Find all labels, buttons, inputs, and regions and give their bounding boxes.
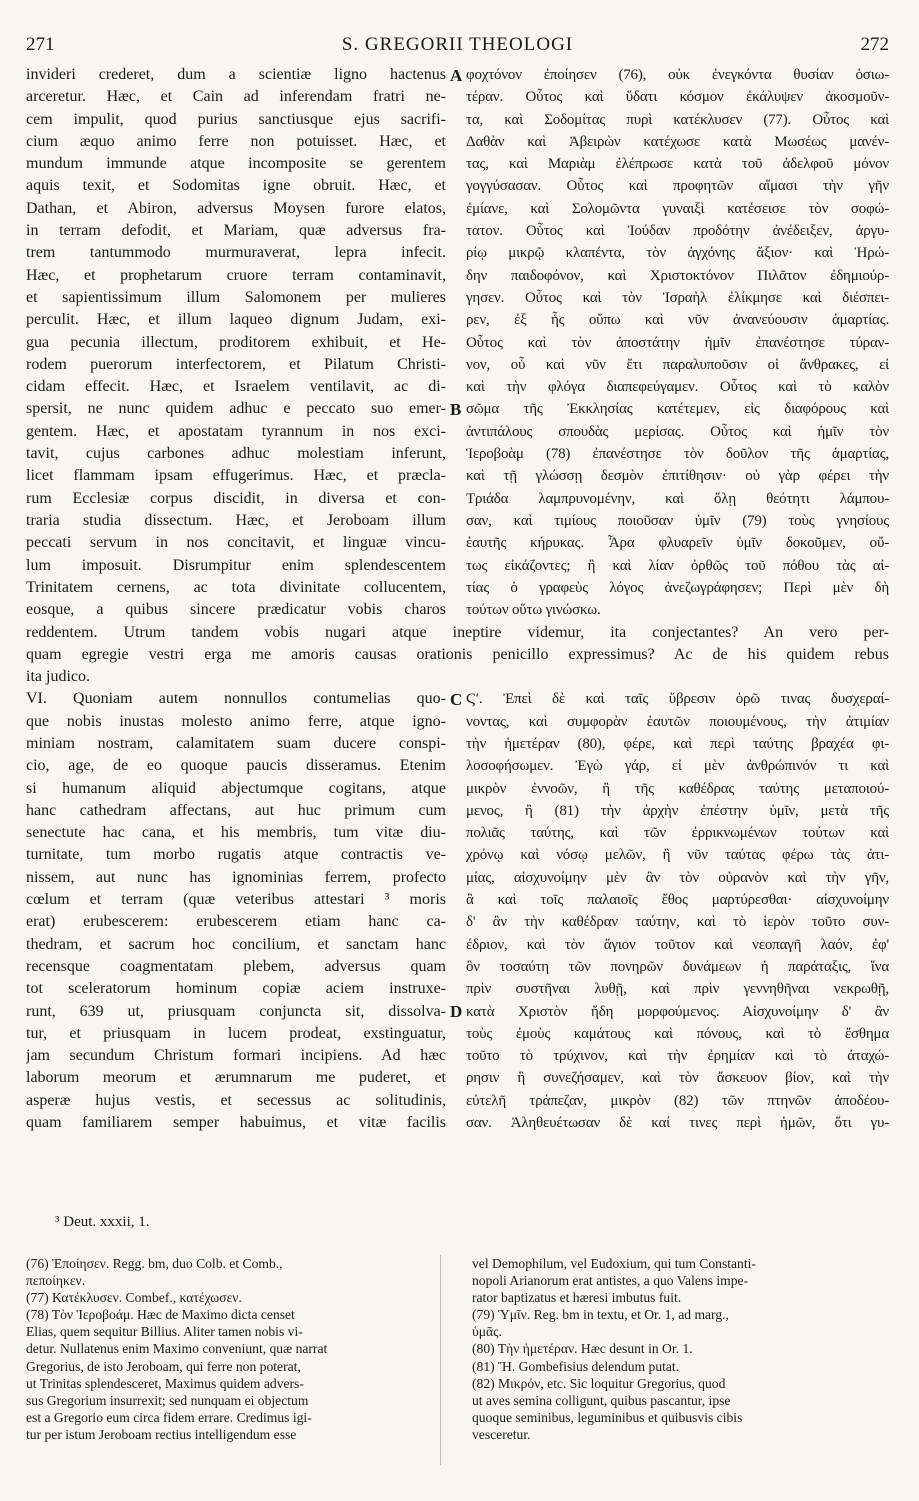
text-line: reddentem. Utrum tandem vobis nugari atque ineptire videmur, ita conjectantes? An vero per- — [26, 623, 889, 641]
text-line: quoque seminibus, leguminibus et quibusvis cibis — [472, 1409, 743, 1425]
text-line: (81) Ἤ. Gombefisius delendum putat. — [472, 1358, 680, 1374]
text-line: arceretur. Hæc, et Cain ad inferendam fratri ne- — [26, 88, 446, 106]
text-line: licet flammam ipsam effugerimus. Hæc, et præcla- — [26, 467, 446, 485]
text-line: Ϛʹ. Ἐπεὶ δὲ καὶ ταῖς ὕβρεσιν ὁρῶ τινας δυσχεραί- — [466, 691, 889, 708]
text-line: aquis texit, et Sodomitas igne obruit. Hæc, et — [26, 177, 446, 195]
latin-full-width — [26, 622, 889, 689]
text-line: miniam nostram, calamitatem suam ducere conspi- — [26, 734, 446, 752]
text-line: eosque, a quibus sincere prædicatur vobis charos — [26, 601, 446, 619]
text-line: καὶ τὴν φλόγα διαπεφεύγαμεν. Οὗτος καὶ τὸ καλὸν — [466, 379, 889, 396]
margin-mark-a: A — [450, 66, 463, 85]
text-line: ut Trinitas splendesceret, Maximus quidem advers- — [26, 1375, 304, 1391]
text-line: si humanum aliquid abjectumque cogitans, atque — [26, 779, 446, 797]
text-line: δ' ἂν τὴν καθέδραν ταύτην, καὶ τὸ ἱερὸν τοῦτο συν- — [466, 914, 889, 931]
text-line: σῶμα τῆς Ἐκκλησίας κατέτεμεν, εἰς διαφόρους καὶ — [466, 401, 889, 418]
text-line: Gregorius, de isto Jeroboam, qui ferre non poterat, — [26, 1358, 301, 1374]
text-line: et sapientissimum illum Salomonem per mulieres — [26, 288, 446, 306]
text-line: VI. Quoniam autem nonnullos contumelias quo- — [26, 690, 446, 708]
text-line: erat) erubescerem: erubescerem etiam hanc ca- — [26, 913, 446, 931]
text-line: (76) Ἐποίησεν. Regg. bm, duo Colb. et Comb., — [26, 1256, 283, 1271]
text-line: Οὗτος καὶ τὸν ἀποστάτην ἡμῖν ἐπανέστησε τύραν- — [466, 334, 889, 351]
text-line: κατὰ Χριστὸν ἤδη μορφούμενος. Αἰσχυνοίμην δ' ἂν — [466, 1003, 889, 1020]
text-line: τας, καὶ Μαριὰμ ἐλέπρωσε κατὰ τοῦ ἀδελφοῦ μόνον — [466, 156, 889, 173]
text-line: μίας, αἰσχυνοίμην μὲν ἂν τὸν οὐρανὸν καὶ τὴν γῆν, — [466, 869, 889, 886]
greek-column-top — [466, 64, 889, 621]
text-line: τίας ὁ γραφεὺς λόγος ἀνεζωγράφησεν; Περὶ μὲν δὴ — [466, 579, 889, 596]
text-line: perculit. Hæc, et illum laqueo dignum Judam, exi- — [26, 311, 446, 329]
text-line: ἐμίανε, καὶ Σολομῶντα γυναιξὶ κατέσεισε τὸν σοφώ- — [466, 200, 889, 217]
text-line: est a Gregorio eum circa fidem errare. Credimus igi- — [26, 1409, 312, 1425]
text-line: detur. Nullatenus enim Maximo conveniunt, quæ narrat — [26, 1341, 328, 1357]
notes-divider — [440, 1255, 441, 1465]
text-line: spersit, ne nunc quidem adhuc e peccato suo emer- — [26, 400, 446, 418]
text-line: ὑμᾶς. — [472, 1324, 502, 1340]
text-line: rodem puerorum interfectorem, et Pilatum Christi- — [26, 355, 446, 373]
text-line: τοὺς ἐμοὺς καμάτους καὶ πόνους, καὶ τὸ ἔσθημα — [466, 1025, 889, 1042]
text-line: nissem, aut nunc has ignominias ferrem, profecto — [26, 868, 446, 886]
page-number-left: 271 — [26, 34, 55, 55]
text-line: hanc cathedram affectans, aut huc primum cum — [26, 801, 446, 819]
text-line: vesceretur. — [472, 1426, 531, 1442]
text-line: cidam effecit. Hæc, et Israelem ventilavit, ac di- — [26, 378, 446, 396]
text-line: Trinitatem cernens, ac tota divinitate collucentem, — [26, 578, 446, 596]
running-header — [26, 34, 889, 64]
page-number-right: 272 — [860, 34, 889, 55]
text-line: ρίῳ μικρῷ κλαπέντα, τὸν ἀγχόνης ἄξιον· καὶ Ἡρώ- — [466, 245, 889, 262]
text-line: εὐτελῆ τράπεζαν, μικρὸν (82) τῶν πτηνῶν ἀποδέου- — [466, 1092, 889, 1109]
text-line: sus Gregorium insurrexit; sed nunquam ei objectum — [26, 1392, 309, 1408]
text-line: τούτων οὕτω γινώσκω. — [466, 602, 601, 619]
text-line: vel Demophilum, vel Eudoxium, qui tum Constanti- — [472, 1256, 756, 1271]
text-line: λοσοφήσωμεν. Ἐγὼ γάρ, εἰ μὲν ἀνθρώπινόν τι καὶ — [466, 758, 889, 775]
text-line: laborum meorum et ærumnarum me puderet, et — [26, 1069, 446, 1087]
greek-column-bottom — [466, 688, 889, 1134]
text-line: φοχτόνον ἐποίησεν (76), οὐκ ἐνεγκόντα θυσίαν ὁσιω- — [466, 67, 889, 83]
text-line: senectute hac cana, et his membris, tum vitæ diu- — [26, 824, 446, 842]
text-line: γησεν. Οὗτος καὶ τὸν Ἰσραὴλ ἐλίκμησε καὶ διέσπει- — [466, 289, 889, 306]
text-line: cium æquo animo ferre non potuisset. Hæc, et — [26, 132, 446, 150]
text-line: πρὶν συστῆναι λυθῇ, καὶ πρὶν γεννηθῆναι νεκρωθῇ, — [466, 981, 889, 998]
text-line: τοῦτο τὸ τρύχινον, καὶ τὴν ἐρημίαν καὶ τὸ ἀταχώ- — [466, 1048, 889, 1065]
text-line: (82) Μικρόν, etc. Sic loquitur Gregorius, quod — [472, 1375, 726, 1391]
text-line: ἃ καὶ τοῖς παλαιοῖς ἔθος μαρτύρεσθαι· αἰσχυνοίμην — [466, 892, 889, 909]
text-line: tur, et priusquam in lucem prodeat, exstinguatur, — [26, 1024, 446, 1042]
text-line: rum Ecclesiæ corpus discidit, in diversa et con- — [26, 489, 446, 507]
scripture-footnote: ³ Deut. xxxii, 1. — [55, 1214, 150, 1230]
text-line: in terram defodit, et Mariam, quæ adversus fra- — [26, 222, 446, 240]
text-line: σαν. Ἀληθευέτωσαν δὲ καί τινες περὶ ἡμῶν, ὅτι γυ- — [466, 1115, 889, 1132]
text-line: έδριον, καὶ τὸν ἅγιον τοῦτον καὶ νεοπαγῆ λαόν, ἐφ' — [466, 936, 889, 953]
text-line: Dathan, et Abiron, adversus Moysen furore elatos, — [26, 199, 446, 217]
text-line: μενος, ἢ (81) τὴν ἀρχὴν ἐπέστην ὑμῖν, μετὰ τῆς — [466, 802, 889, 819]
text-line: peccati servum in nos concitavit, et linguæ vincu- — [26, 534, 446, 552]
text-line: runt, 639 ut, priusquam conjuncta sit, dissolva- — [26, 1002, 446, 1020]
text-line: trem tantummodo murmuraverat, lepra infecit. — [26, 244, 446, 262]
text-line: gua pecunia illectum, proditorem exhibuit, et He- — [26, 333, 446, 351]
text-line: ἀντιπάλους σπουδὰς μερίσας. Οὗτος καὶ ἡμῖν τὸν — [466, 423, 889, 440]
text-line: ita judico. — [26, 668, 90, 686]
text-line: mundum immunde atque incomposite se gerentem — [26, 155, 446, 173]
text-line: (79) Ὑμῖν. Reg. bm in textu, et Or. 1, ad marg., — [472, 1307, 729, 1323]
margin-mark-b: B — [450, 400, 462, 419]
text-line: χρόνῳ καὶ νόσῳ μελῶν, ἢ νῦν ταύτας φέρω τὰς ἀτι- — [466, 847, 889, 864]
text-line: πεποίηκεν. — [26, 1273, 86, 1289]
text-line: tot sceleratorum hominum copiæ aciem instruxe- — [26, 980, 446, 998]
text-line: quam familiarem semper habuimus, et vitæ facilis — [26, 1114, 446, 1132]
text-line: δην παιδοφόνον, καὶ Χριστοκτόνον Πιλᾶτον ἐδημιούρ- — [466, 267, 889, 284]
text-line: lum imposuit. Disrumpitur enim splendescentem — [26, 556, 446, 574]
text-line: Hæc, et prophetarum cruore terram contaminavit, — [26, 266, 446, 284]
text-line: cœlum et terram (quæ veteribus attestari ³ moris — [26, 891, 446, 909]
text-line: recensque coagmentatam plebem, adversus quam — [26, 957, 446, 975]
text-line: tur per istum Jeroboam rectius intelligendum esse — [26, 1426, 297, 1442]
text-line: πολιᾶς ταύτης, καὶ τῶν ἐρρικνωμένων τούτων καὶ — [466, 825, 889, 842]
notes-left-column — [26, 1255, 446, 1443]
text-line: γογγύσασαν. Οὗτος καὶ προφητῶν αἵμασι τὴν γῆν — [466, 178, 889, 195]
text-line: tavit, cujus carbones adhuc molestiam inferunt, — [26, 445, 446, 463]
text-line: nopoli Arianorum erat antistes, a quo Valens impe- — [472, 1273, 749, 1289]
text-line: (78) Τὸν Ἱεροβοάμ. Hæc de Maximo dicta censet — [26, 1307, 295, 1323]
text-line: τως εἰκάζοντες; ἢ καὶ λίαν ὀρθῶς τοῦ πόθου τὰς αἰ- — [466, 557, 889, 574]
text-line: invideri crederet, dum a scientiæ ligno hactenus — [26, 66, 446, 83]
text-line: μικρὸν ἐννοῶν, ἢ τῆς καθέδρας ταύτης μεταποιού- — [466, 780, 889, 797]
text-line: ut aves semina colligunt, quibus pascantur, ipse — [472, 1392, 731, 1408]
text-line: ρεν, ἐξ ἧς οὔπω καὶ νῦν ἀνανεύουσιν ἁμαρτίας. — [466, 312, 889, 329]
text-line: ρησιν ἣ συνεζήσαμεν, καὶ τὸν ἄσκευον βίον, καὶ τὴν — [466, 1070, 889, 1087]
text-line: jam secundum Christum formari incipiens. Ad hæc — [26, 1047, 446, 1065]
text-line: turnitate, tum morbo rugatis atque contractis ve- — [26, 846, 446, 864]
text-line: ἑαυτῆς κήρυκας. Ἆρα φλυαρεῖν ὑμῖν δοκοῦμεν, οὔ- — [466, 535, 889, 552]
margin-mark-c: C — [450, 690, 463, 709]
text-line: thedram, et sacrum hoc concilium, et sanctam hanc — [26, 935, 446, 953]
text-line: νον, οὗ καὶ νῦν ἔτι παραλυποῦσιν οἱ ἄνθρακες, εἰ — [466, 356, 889, 373]
text-line: Elias, quem sequitur Billius. Aliter tamen nobis vi- — [26, 1324, 303, 1340]
text-line: ὃν τοσαύτη τῶν πονηρῶν δυνάμεων ἡ παράταξις, ἵνα — [466, 958, 889, 975]
text-line: asperæ hujus vestis, et secessus ac solitudinis, — [26, 1091, 446, 1109]
text-line: τὴν ἡμετέραν (80), φέρε, καὶ περὶ ταύτης βραχέα φι- — [466, 735, 889, 752]
text-line: Δαθὰν καὶ Ἀβειρὼν κατέχωσε κατὰ Μωσέως μανέν- — [466, 133, 889, 150]
text-line: que nobis inustas molesto animo ferre, atque igno- — [26, 712, 446, 730]
text-line: καὶ τῇ γλώσσῃ δεσμὸν ἐπιτίθησιν· οὐ γὰρ φέρει τὴν — [466, 468, 889, 485]
text-line: Τριάδα λαμπρυνομένην, καὶ ὅλῃ θεότητι λάμπου- — [466, 490, 889, 507]
text-line: traria studia dissectum. Hæc, et Jeroboam illum — [26, 511, 446, 529]
text-line: νοντας, καὶ συμφορὰν ἑαυτῶν ποιουμένους, τὴν ἀτιμίαν — [466, 713, 889, 730]
latin-column-bottom — [26, 688, 446, 1134]
text-line: τατον. Οὗτος καὶ Ἰούδαν προδότην ἀνέδειξεν, ἀργυ- — [466, 223, 889, 240]
text-line: (80) Τὴν ἡμετέραν. Hæc desunt in Or. 1. — [472, 1341, 693, 1357]
text-line: cio, age, de eo quoque paucis disseramus. Etenim — [26, 757, 446, 775]
text-line: quam egregie vestri erga me amoris causas orationis penicillo expressimus? Ac de his quidem rebus — [26, 645, 889, 663]
text-line: τέραν. Οὗτος καὶ ὕδατι κόσμον ἐκάλυψεν ἀκοσμοῦν- — [466, 89, 889, 106]
latin-column-top — [26, 64, 446, 621]
running-title: S. GREGORII THEOLOGI — [341, 34, 574, 55]
margin-mark-d: D — [450, 1002, 463, 1021]
text-line: (77) Κατέκλυσεν. Combef., κατέχωσεν. — [26, 1290, 242, 1306]
notes-right-column — [472, 1255, 889, 1443]
text-line: σαν, καὶ τιμίους ποιοῦσαν ὑμῖν (79) τοὺς γνησίους — [466, 512, 889, 529]
text-line: cem impulit, quod purius sanctiusque ejus sacrifi- — [26, 110, 446, 128]
text-line: τα, καὶ Σοδομίτας πυρὶ κατέκλυσεν (77). Οὗτος καὶ — [466, 111, 889, 128]
text-line: gentem. Hæc, et apostatam tyrannum in nos exci- — [26, 422, 446, 440]
text-line: Ἱεροβοὰμ (78) ἐπανέστησε τὸν δοῦλον τῆς ἁμαρτίας, — [466, 446, 889, 463]
text-line: rator baptizatus et hæresi imbutus fuit. — [472, 1290, 682, 1306]
